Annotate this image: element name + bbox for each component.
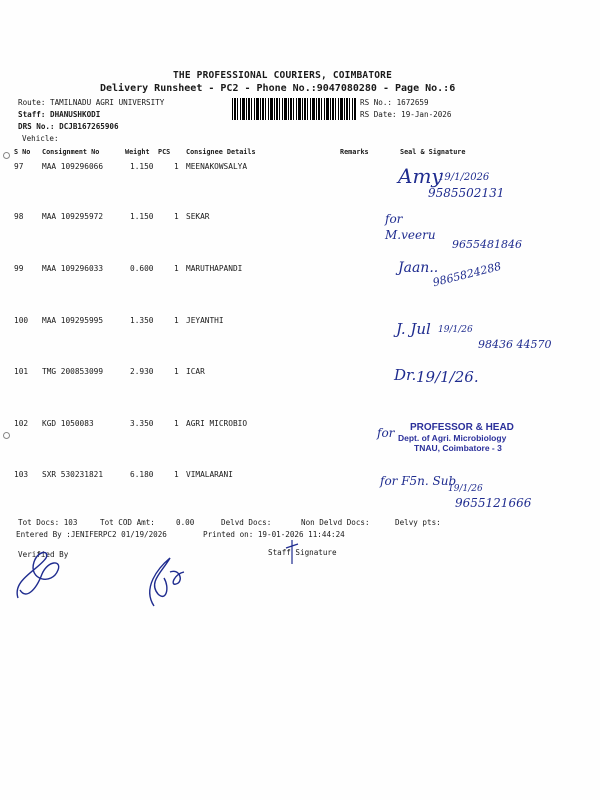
row-weight: 2.930 [130, 367, 154, 376]
row-consignee: SEKAR [186, 212, 210, 221]
total-docs: Tot Docs: 103 [18, 518, 78, 527]
row-sno: 100 [14, 316, 29, 325]
col-weight: Weight [125, 148, 150, 156]
vehicle-label: Vehicle: [22, 134, 59, 143]
row-consignment: TMG 200853099 [42, 367, 104, 376]
barcode-icon [232, 98, 356, 120]
handwritten-date: 19/1/26 [448, 484, 483, 494]
delivered-docs: Delvd Docs: [221, 518, 272, 527]
handwritten-signature: M.veeru [385, 228, 436, 242]
handwritten-for: for [377, 426, 395, 440]
handwritten-signature: for F5n. Sub [380, 474, 457, 488]
non-delivered-docs: Non Delvd Docs: [301, 518, 370, 527]
row-pcs: 1 [174, 470, 179, 479]
handwritten-date: 19/1/2026 [438, 172, 490, 183]
handwritten-phone: 9585502131 [428, 186, 505, 200]
col-sno: S No [14, 148, 31, 156]
stamp-line-3: TNAU, Coimbatore - 3 [414, 443, 502, 453]
row-pcs: 1 [174, 419, 179, 428]
route-label: Route: TAMILNADU AGRI UNIVERSITY [18, 98, 165, 107]
col-consignment: Consignment No [42, 148, 100, 156]
total-cod-value: 0.00 [176, 518, 195, 527]
rs-number: RS No.: 1672659 [360, 98, 429, 107]
handwritten-signature: J. Jul [396, 320, 431, 338]
col-consignee: Consignee Details [186, 148, 256, 156]
row-consignment: KGD 1050083 [42, 419, 94, 428]
department-stamp [388, 422, 514, 453]
handwritten-phone: 9655481846 [452, 238, 522, 251]
row-weight: 1.150 [130, 212, 154, 221]
row-weight: 1.350 [130, 316, 154, 325]
row-consignment: MAA 109296066 [42, 162, 104, 171]
row-pcs: 1 [174, 212, 179, 221]
handwritten-for: for [385, 212, 403, 226]
delivery-points: Delvy pts: [395, 518, 441, 527]
row-sno: 98 [14, 212, 24, 221]
handwritten-signature: Dr. [394, 366, 417, 384]
entered-by: Entered By :JENIFERPC2 01/19/2026 [16, 530, 167, 539]
punch-hole-icon [3, 152, 10, 159]
row-pcs: 1 [174, 367, 179, 376]
row-pcs: 1 [174, 162, 179, 171]
row-consignee: AGRI MICROBIO [186, 419, 248, 428]
row-pcs: 1 [174, 316, 179, 325]
row-sno: 97 [14, 162, 24, 171]
stamp-line-1: PROFESSOR & HEAD [410, 422, 514, 433]
col-remarks: Remarks [340, 148, 369, 156]
col-seal-signature: Seal & Signature [400, 148, 466, 156]
handwritten-date: 19/1/26. [416, 368, 479, 386]
row-consignee: MARUTHAPANDI [186, 264, 243, 273]
rs-date: RS Date: 19-Jan-2026 [360, 110, 452, 119]
row-weight: 6.180 [130, 470, 154, 479]
row-consignee: MEENAKOWSALYA [186, 162, 248, 171]
row-consignment: MAA 109295995 [42, 316, 104, 325]
drs-number: DRS No.: DCJB167265906 [18, 122, 119, 131]
handwritten-phone: 98436 44570 [478, 338, 552, 351]
row-consignment: MAA 109295972 [42, 212, 104, 221]
runsheet-subtitle: Delivery Runsheet - PC2 - Phone No.:9047080280 - Page No.:6 [100, 83, 456, 94]
punch-hole-icon [3, 432, 10, 439]
handwritten-date: 19/1/26 [438, 325, 473, 335]
row-consignee: ICAR [186, 367, 205, 376]
row-weight: 1.150 [130, 162, 154, 171]
company-title: THE PROFESSIONAL COURIERS, COIMBATORE [173, 70, 393, 81]
verifier-signature [8, 540, 78, 610]
stamp-line-2: Dept. of Agri. Microbiology [398, 433, 507, 443]
row-consignment: MAA 109296033 [42, 264, 104, 273]
verified-by: Verified By [18, 550, 69, 559]
col-pcs: PCS [158, 148, 171, 156]
row-consignee: JEYANTHI [186, 316, 224, 325]
handwritten-signature: Amy [398, 164, 443, 188]
row-sno: 103 [14, 470, 29, 479]
staff-label: Staff: DHANUSHKODI [18, 110, 101, 119]
staff-signature [140, 548, 200, 610]
printed-on: Printed on: 19-01-2026 11:44:24 [203, 530, 345, 539]
row-sno: 99 [14, 264, 24, 273]
row-pcs: 1 [174, 264, 179, 273]
row-weight: 3.350 [130, 419, 154, 428]
row-consignee: VIMALARANI [186, 470, 233, 479]
total-cod-label: Tot COD Amt: [100, 518, 155, 527]
staff-signature-label: Staff Signature [268, 548, 337, 557]
row-consignment: SXR 530231821 [42, 470, 104, 479]
staff-initial-mark [278, 538, 308, 568]
row-weight: 0.600 [130, 264, 154, 273]
handwritten-phone: 9865824288 [431, 259, 503, 290]
row-sno: 102 [14, 419, 29, 428]
handwritten-phone: 9655121666 [455, 496, 532, 510]
row-sno: 101 [14, 367, 29, 376]
handwritten-signature: Jaan.. [398, 260, 439, 276]
